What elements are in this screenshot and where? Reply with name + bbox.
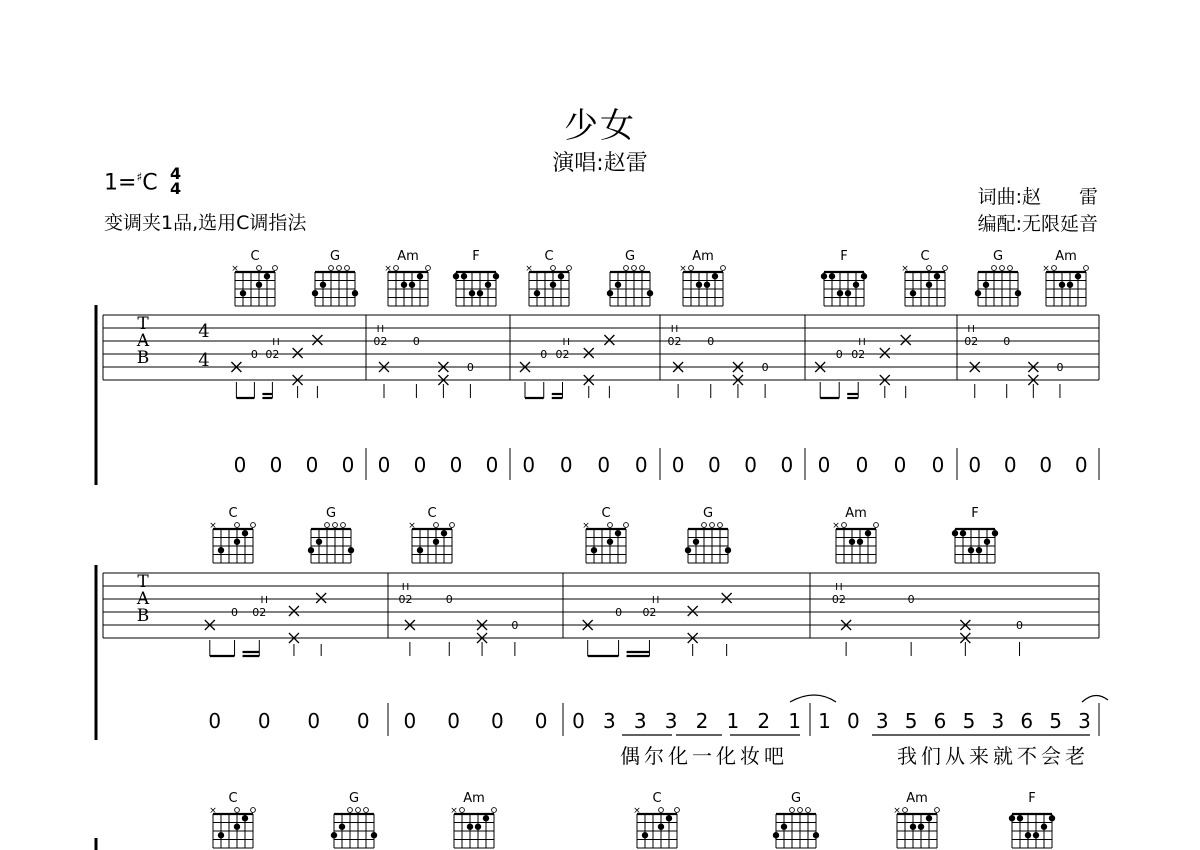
chord-diagram-r3-3-open-mark	[675, 808, 680, 813]
chord-diagram-r2-5-mute-mark: ×	[832, 521, 840, 531]
chord-diagram-r2-0-finger-dot	[242, 530, 248, 536]
row2-measure-0-fret: 02	[252, 606, 267, 619]
chord-diagram-r1-3-finger-dot	[469, 290, 475, 296]
row1-measure-3-note: 0	[671, 453, 685, 477]
chord-diagram-r1-10-finger-dot	[1067, 282, 1073, 288]
row1-measure-4-note: 0	[893, 453, 907, 477]
row1-measure-1-fret: 0	[412, 335, 420, 348]
chord-diagram-r1-0-open-mark	[257, 266, 262, 271]
chord-diagram-r2-3-finger-dot	[607, 539, 613, 545]
chord-diagram-r3-0-finger-dot	[218, 832, 224, 838]
row2-measure-3-fret: 0	[1016, 619, 1024, 632]
chord-diagram-r3-2-open-mark	[492, 808, 497, 813]
chord-diagram-r3-3-finger-dot	[666, 815, 672, 821]
row2-measure-2-note: 0	[572, 709, 585, 733]
row2-measure-0-note: 0	[257, 709, 271, 733]
chord-diagram-r1-1-open-mark	[345, 266, 350, 271]
row1-measure-3-fret: 02	[667, 335, 682, 348]
arranger: 编配:无限延音	[977, 213, 1098, 235]
row1-measure-5-fret: 0	[1003, 335, 1011, 348]
chord-diagram-r1-1-open-mark	[329, 266, 334, 271]
chord-diagram-r2-2-name: C	[427, 506, 437, 521]
chord-diagram-r3-0-finger-dot	[234, 824, 240, 830]
row1-time-bottom: 4	[198, 350, 210, 371]
row2-measure-1-fret: 0	[511, 619, 519, 632]
row1-measure-0-fret: 02	[265, 348, 280, 361]
chord-diagram-r2-4-open-mark	[718, 523, 723, 528]
chord-diagram-r3-6-finger-dot	[1009, 815, 1015, 821]
row1-measure-5-fret: 02	[964, 335, 979, 348]
row1-measure-4-fret: 02	[851, 348, 866, 361]
chord-diagram-r1-8-finger-dot	[910, 290, 916, 296]
row2-measure-2-note: 1	[726, 709, 740, 733]
chord-diagram-r3-0-name: C	[228, 791, 238, 806]
chord-diagram-r3-1-finger-dot	[339, 824, 345, 830]
chord-diagram-r1-3-finger-dot	[485, 282, 491, 288]
chord-diagram-r3-6-finger-dot	[1017, 815, 1023, 821]
row1-measure-3-note: 0	[780, 453, 794, 477]
song-title: 少女	[564, 106, 636, 146]
chord-diagram-r1-3-finger-dot	[461, 273, 467, 279]
chord-diagram-r3-6-name: F	[1028, 791, 1036, 806]
chord-diagram-r3-3-mute-mark: ×	[633, 806, 641, 816]
chord-diagram-r3-3-name: C	[652, 791, 662, 806]
chord-diagram-r1-4-finger-dot	[550, 282, 556, 288]
chord-diagram-r2-0-finger-dot	[218, 547, 224, 553]
time-bottom: 4	[170, 179, 182, 198]
chord-diagram-r1-6-finger-dot	[712, 273, 718, 279]
row1-measure-5-note: 0	[1074, 453, 1088, 477]
chord-diagram-r1-8-finger-dot	[926, 282, 932, 288]
chord-diagram-r1-9-name: G	[992, 249, 1004, 264]
chord-diagram-r1-7-finger-dot	[853, 282, 859, 288]
chord-diagram-r2-2-finger-dot	[417, 547, 423, 553]
chord-diagram-r1-8-name: C	[920, 249, 930, 264]
row2-lyric-1: 我们从来就不会老	[897, 744, 1089, 768]
chord-diagram-r3-2-finger-dot	[467, 824, 473, 830]
chord-diagram-r1-10-open-mark	[1052, 266, 1057, 271]
row1-measure-4-note: 0	[855, 453, 869, 477]
row1-measure-2-note: 0	[597, 453, 611, 477]
chord-diagram-r3-2-name: Am	[463, 791, 485, 806]
row1-measure-1-note: 0	[449, 453, 463, 477]
chord-diagram-r1-7-finger-dot	[837, 290, 843, 296]
chord-diagram-r1-10-finger-dot	[1059, 282, 1065, 288]
row1-measure-1-note: 0	[413, 453, 427, 477]
row1-measure-5-note: 0	[968, 453, 982, 477]
chord-diagram-r2-6-finger-dot	[992, 530, 998, 536]
row1-measure-2-hammer: H	[562, 337, 571, 348]
row2-tab-tab-letter: T	[137, 572, 149, 592]
chord-diagram-r3-1-open-mark	[364, 808, 369, 813]
chord-diagram-r3-4-finger-dot	[773, 832, 779, 838]
chord-diagram-r2-2-finger-dot	[433, 539, 439, 545]
chord-diagram-r1-7-name: F	[840, 249, 848, 264]
row1-tab-tab-letter: A	[136, 331, 150, 351]
row2-lyric-0: 偶尔化一化妆吧	[620, 744, 788, 768]
row1-measure-5-hammer: H	[967, 324, 975, 335]
chord-diagram-r1-5-finger-dot	[607, 290, 613, 296]
row1-measure-1-hammer: H	[376, 324, 385, 335]
chord-diagram-r3-4-open-mark	[790, 808, 795, 813]
chord-diagram-r1-3-name: F	[472, 249, 480, 264]
chord-diagram-r2-5-finger-dot	[865, 530, 871, 536]
chord-diagram-r1-0-mute-mark: ×	[231, 264, 239, 274]
chord-diagram-r2-4-finger-dot	[693, 539, 699, 545]
chord-diagram-r1-6-finger-dot	[696, 282, 702, 288]
chord-diagram-r1-8-mute-mark: ×	[901, 264, 909, 274]
chord-diagram-r3-4-finger-dot	[813, 832, 819, 838]
chord-diagram-r1-10-finger-dot	[1075, 273, 1081, 279]
chord-diagram-r2-5-open-mark	[842, 523, 847, 528]
chord-diagram-r2-2-finger-dot	[441, 530, 447, 536]
chord-diagram-r3-3-finger-dot	[658, 824, 664, 830]
chord-diagram-r2-4-finger-dot	[725, 547, 731, 553]
chord-diagram-r2-6-finger-dot	[952, 530, 958, 536]
chord-diagram-r1-7-finger-dot	[821, 273, 827, 279]
chord-diagram-r2-6-name: F	[971, 506, 979, 521]
chord-diagram-r3-5-mute-mark: ×	[893, 806, 901, 816]
row2-measure-3-hammer: H	[835, 582, 843, 593]
chord-diagram-r1-3-finger-dot	[493, 273, 499, 279]
row1-measure-5-note: 0	[1003, 453, 1017, 477]
chord-diagram-r3-5-finger-dot	[918, 824, 924, 830]
chord-diagram-r3-6-finger-dot	[1049, 815, 1055, 821]
row2-tie-1	[790, 695, 836, 702]
chord-diagram-r2-0-name: C	[228, 506, 238, 521]
singer-credit: 演唱:赵雷	[552, 151, 648, 176]
chord-diagram-r1-6-finger-dot	[704, 282, 710, 288]
row1-measure-1-note: 0	[377, 453, 391, 477]
chord-diagram-r2-1-name: G	[325, 506, 337, 521]
chord-diagram-r2-0-mute-mark: ×	[209, 521, 217, 531]
row2-measure-1-note: 0	[534, 709, 548, 733]
row1-measure-2-note: 0	[559, 453, 573, 477]
chord-diagram-r1-2-finger-dot	[409, 282, 415, 288]
row1-measure-3-hammer: H	[670, 324, 679, 335]
row2-measure-3-note: 0	[846, 709, 860, 733]
row2-measure-1-note: 0	[403, 709, 417, 733]
chord-diagram-r1-6-open-mark	[721, 266, 726, 271]
chord-diagram-r2-1-finger-dot	[316, 539, 322, 545]
chord-diagram-r3-2-finger-dot	[483, 815, 489, 821]
chord-diagram-r1-0-finger-dot	[264, 273, 270, 279]
row1-measure-0-note: 0	[233, 453, 247, 477]
chord-diagram-r1-1-open-mark	[337, 266, 342, 271]
chord-diagram-r1-3-finger-dot	[453, 273, 459, 279]
chord-diagram-r1-9-open-mark	[1008, 266, 1013, 271]
row1-measure-3-note: 0	[744, 453, 757, 477]
chord-diagram-r2-4-finger-dot	[685, 547, 691, 553]
row1-measure-4-fret: 0	[835, 348, 843, 361]
row2-measure-1-fret: 0	[445, 593, 453, 606]
chord-diagram-r3-2-mute-mark: ×	[450, 806, 458, 816]
row2-measure-2-note: 3	[633, 709, 647, 733]
row2-measure-3-note: 6	[1020, 709, 1034, 733]
chord-diagram-r1-0-open-mark	[273, 266, 278, 271]
chord-diagram-r1-2-open-mark	[394, 266, 399, 271]
chord-diagram-r1-1-finger-dot	[312, 290, 318, 296]
chord-diagram-r1-7-finger-dot	[861, 273, 867, 279]
chord-diagram-r2-2-open-mark	[450, 523, 455, 528]
row1-measure-0-note: 0	[341, 453, 355, 477]
row2-tab-tab-letter: B	[136, 606, 150, 626]
chord-diagram-r1-10-open-mark	[1084, 266, 1089, 271]
row2-measure-2-fret: 02	[642, 606, 657, 619]
chord-diagram-r1-2-finger-dot	[417, 273, 423, 279]
row2-measure-0-hammer: H	[260, 595, 269, 606]
chord-diagram-r1-0-finger-dot	[240, 290, 246, 296]
chord-diagram-r3-0-mute-mark: ×	[209, 806, 217, 816]
row1-measure-0-hammer: H	[272, 337, 280, 348]
chord-diagram-r1-5-open-mark	[624, 266, 629, 271]
chord-diagram-r3-2-open-mark	[460, 808, 465, 813]
chord-diagram-r2-4-open-mark	[702, 523, 707, 528]
chord-diagram-r2-2-open-mark	[434, 523, 439, 528]
chord-diagram-r3-5-finger-dot	[910, 824, 916, 830]
row1-measure-0-fret: 0	[250, 348, 258, 361]
chord-diagram-r3-1-finger-dot	[331, 832, 337, 838]
chord-diagram-r3-0-finger-dot	[242, 815, 248, 821]
row1-measure-2-note: 0	[522, 453, 536, 477]
chord-diagram-r2-6-finger-dot	[960, 530, 966, 536]
chord-diagram-r3-4-open-mark	[798, 808, 803, 813]
row1-tab-tab-letter: T	[137, 314, 149, 334]
chord-diagram-r1-6-open-mark	[689, 266, 694, 271]
chord-diagram-r3-1-name: G	[348, 791, 360, 806]
chord-diagram-r2-1-open-mark	[341, 523, 346, 528]
chord-diagram-r1-8-open-mark	[943, 266, 948, 271]
row1-measure-2-note: 0	[634, 453, 648, 477]
chord-diagram-r1-1-finger-dot	[352, 290, 358, 296]
chord-diagram-r2-3-open-mark	[608, 523, 613, 528]
row1-measure-1-note: 0	[485, 453, 499, 477]
chord-diagram-r2-5-finger-dot	[849, 539, 855, 545]
row1-measure-0-note: 0	[269, 453, 283, 477]
row2-measure-2-fret: 0	[615, 606, 623, 619]
row1-measure-4-note: 0	[931, 453, 945, 477]
chord-diagram-r1-10-name: Am	[1055, 249, 1077, 264]
chord-diagram-r2-3-name: C	[601, 506, 611, 521]
row1-measure-1-fret: 0	[466, 361, 474, 374]
row2-measure-2-note: 1	[788, 709, 801, 733]
chord-diagram-r3-6-finger-dot	[1041, 824, 1047, 830]
row1-measure-0-note: 0	[305, 453, 319, 477]
row1-measure-2-fret: 02	[555, 348, 570, 361]
chord-diagram-r2-3-open-mark	[624, 523, 629, 528]
row2-measure-0-fret: 0	[231, 606, 239, 619]
row1-measure-3-note: 0	[708, 453, 721, 477]
chord-diagram-r3-0-open-mark	[235, 808, 240, 813]
row2-measure-3-note: 5	[962, 709, 976, 733]
chord-diagram-r3-4-finger-dot	[781, 824, 787, 830]
chord-diagram-r3-1-finger-dot	[371, 832, 377, 838]
chord-diagram-r2-6-finger-dot	[976, 547, 982, 553]
row2-measure-0-note: 0	[356, 709, 370, 733]
chord-diagram-r2-3-finger-dot	[591, 547, 597, 553]
chord-diagram-r1-5-name: G	[624, 249, 636, 264]
row2-measure-1-fret: 02	[398, 593, 413, 606]
chord-diagram-r1-3-finger-dot	[477, 290, 483, 296]
lyricist-composer: 词曲:赵 雷	[977, 186, 1098, 208]
chord-diagram-r1-4-open-mark	[567, 266, 572, 271]
row2-measure-1-note: 0	[447, 709, 460, 733]
chord-diagram-r1-4-mute-mark: ×	[525, 264, 533, 274]
chord-diagram-r1-1-name: G	[329, 249, 341, 264]
chord-diagram-r1-9-open-mark	[1000, 266, 1005, 271]
row1-measure-4-note: 0	[817, 453, 831, 477]
chord-diagram-r1-9-finger-dot	[975, 290, 981, 296]
chord-diagram-r3-4-name: G	[790, 791, 802, 806]
chord-diagram-r2-4-name: G	[702, 506, 714, 521]
chord-diagram-r1-2-name: Am	[397, 249, 419, 264]
chord-diagram-r3-0-open-mark	[251, 808, 256, 813]
chord-diagram-r3-1-open-mark	[348, 808, 353, 813]
chord-diagram-r2-1-open-mark	[333, 523, 338, 528]
chord-diagram-r2-4-open-mark	[710, 523, 715, 528]
chord-diagram-r1-6-name: Am	[692, 249, 714, 264]
row2-measure-3-note: 3	[991, 709, 1005, 733]
chord-diagram-r3-4-open-mark	[806, 808, 811, 813]
row1-tab-tab-letter: B	[136, 348, 150, 368]
chord-diagram-r2-5-finger-dot	[857, 539, 863, 545]
chord-diagram-r3-2-finger-dot	[475, 824, 481, 830]
chord-diagram-r1-8-finger-dot	[934, 273, 940, 279]
chord-diagram-r1-4-open-mark	[551, 266, 556, 271]
chord-diagram-r1-9-open-mark	[992, 266, 997, 271]
chord-diagram-r1-9-finger-dot	[1015, 290, 1021, 296]
chord-diagram-r1-7-finger-dot	[829, 273, 835, 279]
chord-diagram-r1-8-open-mark	[927, 266, 932, 271]
chord-diagram-r1-5-open-mark	[640, 266, 645, 271]
key-label: 1=	[104, 170, 137, 196]
row2-measure-2-hammer: H	[651, 595, 660, 606]
time-top: 4	[170, 164, 182, 183]
row2-measure-2-note: 2	[757, 709, 771, 733]
chord-diagram-r2-3-mute-mark: ×	[582, 521, 590, 531]
chord-diagram-r1-5-open-mark	[632, 266, 637, 271]
row1-measure-3-fret: 0	[761, 361, 769, 374]
chord-diagram-r3-5-finger-dot	[926, 815, 932, 821]
chord-diagram-r2-5-open-mark	[874, 523, 879, 528]
chord-diagram-r3-3-finger-dot	[642, 832, 648, 838]
chord-diagram-r2-2-mute-mark: ×	[408, 521, 416, 531]
chord-diagram-r3-6-finger-dot	[1033, 832, 1039, 838]
chord-diagram-r2-1-finger-dot	[308, 547, 314, 553]
chord-diagram-r1-0-name: C	[250, 249, 260, 264]
row2-measure-3-note: 6	[933, 709, 947, 733]
row1-measure-2-fret: 0	[540, 348, 548, 361]
chord-diagram-r2-6-finger-dot	[968, 547, 974, 553]
row2-measure-0-note: 0	[208, 709, 222, 733]
chord-diagram-r1-6-mute-mark: ×	[679, 264, 687, 274]
row1-time-top: 4	[198, 321, 210, 342]
chord-diagram-r1-9-finger-dot	[983, 282, 989, 288]
row2-measure-3-fret: 02	[831, 593, 846, 606]
row2-measure-3-note: 5	[904, 709, 918, 733]
row1-measure-3-fret: 0	[707, 335, 715, 348]
row2-measure-2-note: 2	[695, 709, 709, 733]
row2-measure-3-note: 3	[875, 709, 889, 733]
chord-diagram-r1-10-mute-mark: ×	[1042, 264, 1050, 274]
chord-diagram-r2-0-open-mark	[235, 523, 240, 528]
row1-measure-5-note: 0	[1039, 453, 1053, 477]
row2-measure-3-note: 5	[1049, 709, 1063, 733]
chord-diagram-r2-1-finger-dot	[348, 547, 354, 553]
chord-diagram-r2-1-open-mark	[325, 523, 330, 528]
chord-diagram-r1-4-name: C	[544, 249, 554, 264]
chord-diagram-r3-6-finger-dot	[1025, 832, 1031, 838]
chord-diagram-r3-5-open-mark	[935, 808, 940, 813]
chord-diagram-r1-0-finger-dot	[256, 282, 262, 288]
row2-measure-3-note: 3	[1078, 709, 1091, 733]
row2-measure-0-note: 0	[307, 709, 321, 733]
capo-note: 变调夹1品,选用C调指法	[104, 212, 307, 234]
chord-diagram-r3-5-name: Am	[906, 791, 928, 806]
row1-measure-5-fret: 0	[1056, 361, 1064, 374]
chord-diagram-r1-5-finger-dot	[615, 282, 621, 288]
chord-diagram-r2-0-finger-dot	[234, 539, 240, 545]
row2-tab-tab-letter: A	[136, 589, 150, 609]
row2-measure-1-note: 0	[491, 709, 504, 733]
chord-diagram-r2-3-finger-dot	[615, 530, 621, 536]
sharp-icon: ♯	[136, 170, 143, 184]
chord-diagram-r1-2-finger-dot	[401, 282, 407, 288]
chord-diagram-r3-1-open-mark	[356, 808, 361, 813]
row2-tie-2	[1082, 695, 1108, 702]
row2-measure-1-hammer: H	[401, 582, 410, 593]
chord-diagram-r1-4-finger-dot	[558, 273, 564, 279]
key-note: C	[142, 170, 158, 196]
row1-measure-4-hammer: H	[858, 337, 866, 348]
chord-diagram-r3-5-open-mark	[903, 808, 908, 813]
chord-diagram-r1-7-finger-dot	[845, 290, 851, 296]
chord-diagram-r2-6-finger-dot	[984, 539, 990, 545]
chord-diagram-r1-2-mute-mark: ×	[384, 264, 392, 274]
row2-measure-3-fret: 0	[907, 593, 915, 606]
chord-diagram-r1-5-finger-dot	[647, 290, 653, 296]
chord-diagram-r2-0-open-mark	[251, 523, 256, 528]
row1-measure-1-fret: 02	[373, 335, 388, 348]
row2-measure-2-note: 3	[664, 709, 678, 733]
row2-measure-3-note: 1	[818, 709, 831, 733]
chord-diagram-r1-2-open-mark	[426, 266, 431, 271]
chord-diagram-r1-4-finger-dot	[534, 290, 540, 296]
row2-measure-2-note: 3	[602, 709, 616, 733]
chord-diagram-r2-5-name: Am	[845, 506, 867, 521]
chord-diagram-r1-1-finger-dot	[320, 282, 326, 288]
chord-diagram-r3-3-open-mark	[659, 808, 664, 813]
